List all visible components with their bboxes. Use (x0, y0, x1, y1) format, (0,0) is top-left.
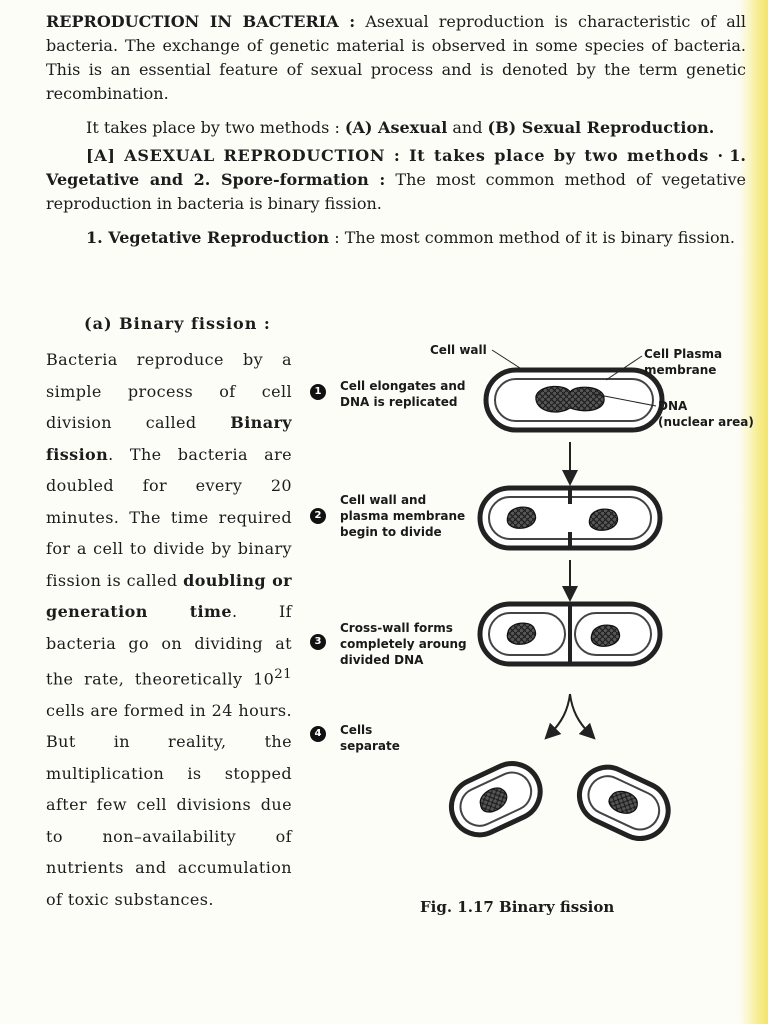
methods-paragraph (46, 116, 746, 140)
step-4-line-2: separate (340, 739, 400, 753)
intro-text: Asexual reproduction is characteristic of all bacteria. The exchange of genetic material is observed in some species of bacteria. This is an essential feature of sexual process and is denoted by the term genetic recombination. (46, 12, 746, 103)
step-3-line-2: completely aroung (340, 637, 467, 651)
intro-paragraph (46, 10, 746, 106)
text-block (46, 10, 746, 250)
label-cell-plasma: Cell Plasma (644, 347, 723, 361)
stage-4-cell-right (570, 758, 677, 848)
stage-3-cell (480, 604, 660, 664)
binary-fission-heading: (a) Binary fission : (84, 314, 271, 333)
binary-fission-section (46, 312, 754, 932)
step-2-line-2: plasma membrane (340, 509, 466, 523)
step-2-number: 2 (310, 508, 326, 524)
binary-fission-text (46, 312, 292, 915)
step-4-number: 4 (310, 726, 326, 742)
binary-term: Binary fission (46, 413, 292, 464)
exponent: 21 (274, 667, 292, 682)
methods-lead: It takes place by two methods : (86, 118, 340, 137)
vegetative-heading: 1. Vegetative Reproduction (86, 228, 330, 247)
asexual-text: The most common method of vegetative reproduction in bacteria is binary fission. (46, 170, 746, 213)
method-sexual: (B) Sexual Reproduction. (487, 118, 715, 137)
asexual-heading-paragraph (46, 144, 746, 216)
step-3-number: 3 (310, 634, 326, 650)
vegetative-text: : The most common method of it is binary fission. (334, 228, 735, 247)
asexual-methods: 1. Vegetative and 2. Spore-formation : (46, 146, 746, 189)
stage-1-cell (486, 370, 662, 430)
step-1-line-2: DNA is replicated (340, 395, 458, 409)
step-4-line-1: Cells (340, 723, 373, 737)
stage-4-cell-left (442, 754, 549, 844)
binary-fission-body (46, 344, 292, 915)
step-2-line-1: Cell wall and (340, 493, 427, 507)
label-dna: DNA (658, 399, 688, 413)
label-cell-wall: Cell wall (430, 343, 487, 357)
binary-text-1: Bacteria reproduce by a simple process of cell division called (46, 350, 292, 432)
step-1-line-1: Cell elongates and (340, 379, 466, 393)
step-2-line-3: begin to divide (340, 525, 442, 539)
binary-text-3: . If bacteria go on dividing at the rate, theoretically 10 (46, 602, 292, 689)
label-membrane: membrane (644, 363, 717, 377)
step-3-line-3: divided DNA (340, 653, 424, 667)
figure-caption: Fig. 1.17 Binary fission (420, 898, 615, 916)
binary-text-2: . The bacteria are doubled for every 20 minutes. The time required for a cell to divide by binary fission is called (46, 444, 292, 590)
method-asexual: (A) Asexual (344, 118, 448, 137)
generation-time-term: doubling or generation time (46, 570, 292, 621)
stage-2-cell (480, 488, 660, 548)
vegetative-paragraph (46, 226, 746, 250)
arrow-split-left (550, 694, 570, 734)
binary-fission-figure (304, 332, 754, 932)
step-1-number: 1 (310, 384, 326, 400)
section-heading: REPRODUCTION IN BACTERIA : (46, 12, 356, 31)
step-3-line-1: Cross-wall forms (340, 621, 453, 635)
binary-text-4: cells are formed in 24 hours. But in reality, the multiplication is stopped after few cell divisions due to non–availability of nutrients and accumulation of toxic substances. (46, 700, 292, 909)
cell-wall-leader (492, 350, 520, 368)
label-nuclear-area: (nuclear area) (658, 415, 754, 429)
arrow-split-right (570, 694, 590, 734)
methods-and: and (452, 118, 483, 137)
asexual-heading: [A] ASEXUAL REPRODUCTION : It takes place by two methods · (86, 146, 724, 165)
